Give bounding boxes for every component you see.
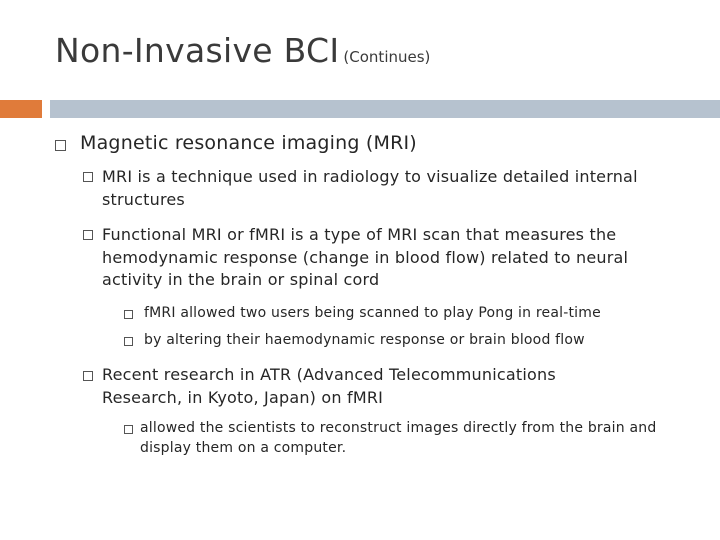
bullet-text: MRI is a technique used in radiology to visualize detailed internal structures xyxy=(102,167,638,209)
square-bullet-icon xyxy=(124,425,133,434)
bullet-text: fMRI allowed two users being scanned to play Pong in real-time xyxy=(144,305,601,321)
slide-title xyxy=(55,31,431,70)
bullet-text: Functional MRI or fMRI is a type of MRI scan that measures the hemodynamic response (change in blood flow) related to neural activity in the brain or spinal cord xyxy=(102,225,629,290)
square-bullet-icon xyxy=(83,172,93,182)
slide-title-suffix: (Continues) xyxy=(343,48,431,66)
bullet-text: allowed the scientists to reconstruct images directly from the brain and display them on a computer. xyxy=(140,420,657,456)
bullet-text: by altering their haemodynamic response or brain blood flow xyxy=(144,332,585,348)
title-accent-bar xyxy=(0,100,42,118)
square-bullet-icon xyxy=(83,230,93,240)
square-bullet-icon xyxy=(55,140,66,151)
slide-title-main: Non-Invasive BCI xyxy=(55,31,340,70)
square-bullet-icon xyxy=(124,310,133,319)
square-bullet-icon xyxy=(83,371,93,381)
square-bullet-icon xyxy=(124,337,133,346)
bullet-text: Recent research in ATR (Advanced Telecommunications Research, in Kyoto, Japan) on fMRI xyxy=(102,365,556,407)
title-divider-bar xyxy=(50,100,720,118)
bullet-text: Magnetic resonance imaging (MRI) xyxy=(80,132,417,154)
